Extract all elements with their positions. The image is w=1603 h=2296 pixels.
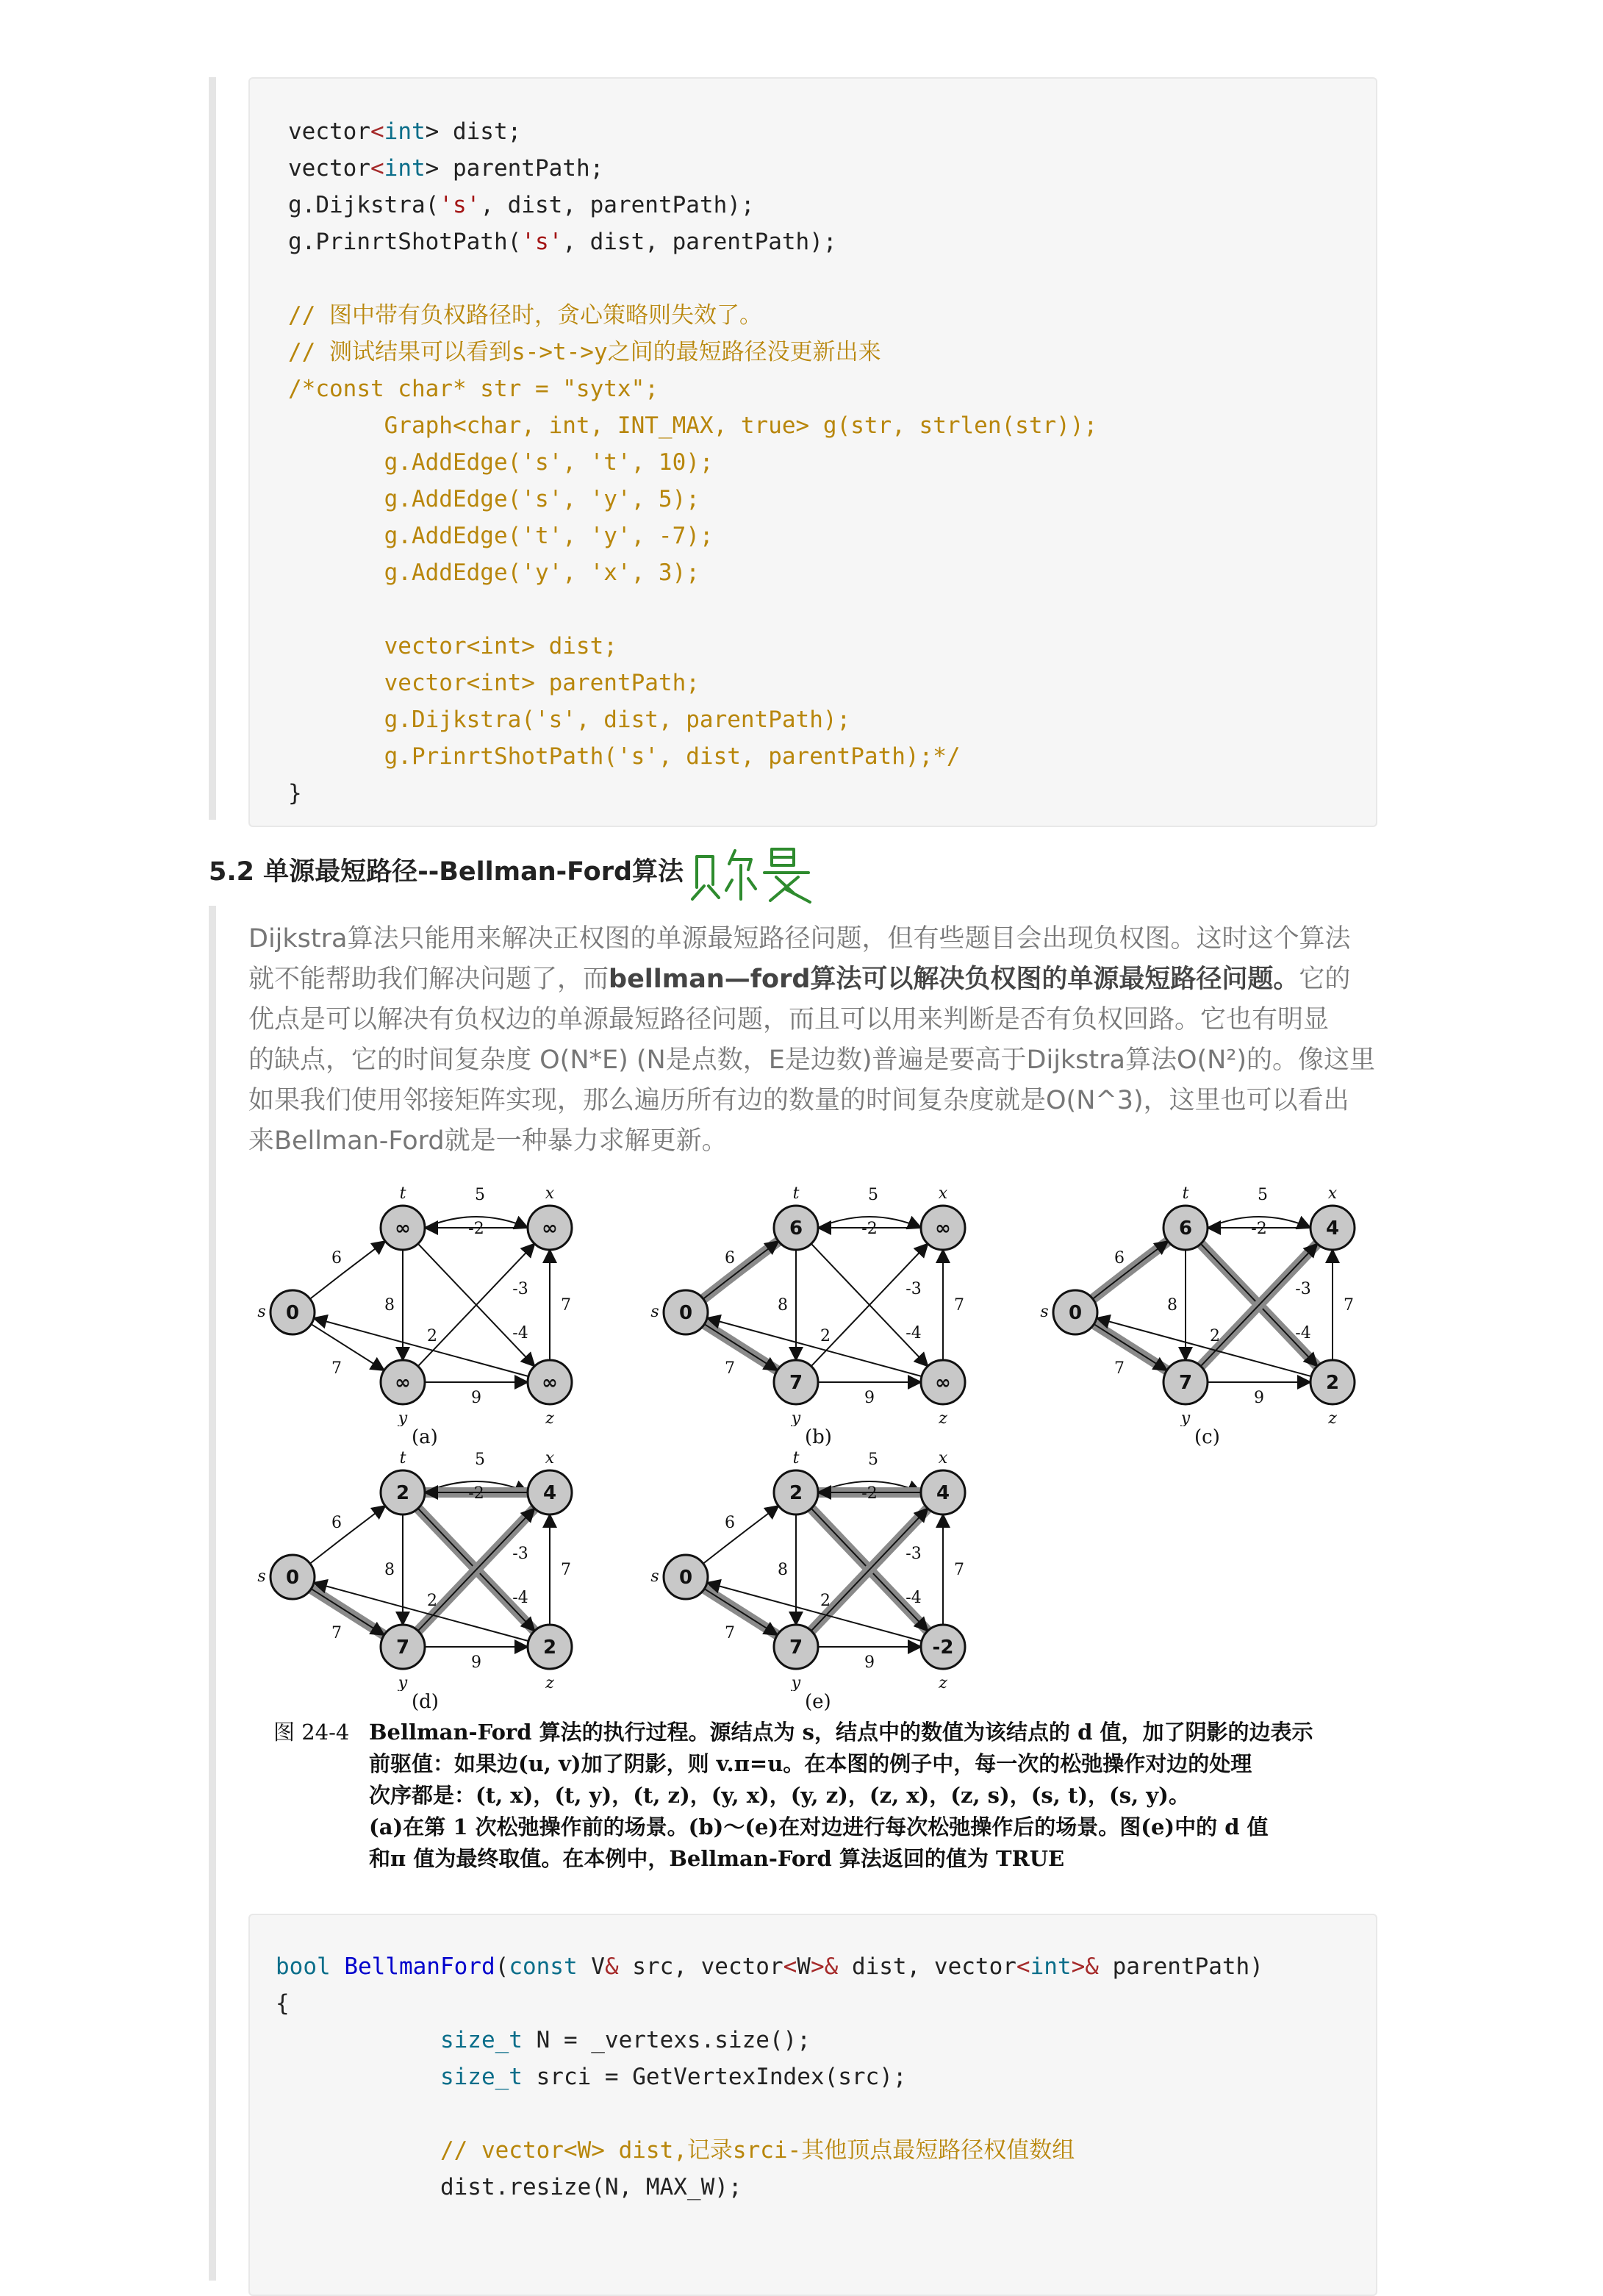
edge-weight: 7 [1344, 1296, 1354, 1315]
code-line [276, 1985, 290, 2022]
code-token: dist.resize(N, MAX_W); [276, 2174, 742, 2200]
code-token: int [384, 118, 426, 145]
code-token: , dist, parentPath); [562, 229, 837, 255]
graph-svg [1031, 1184, 1399, 1426]
edge-weight: 7 [561, 1296, 571, 1315]
edge-weight: 5 [1258, 1186, 1268, 1204]
node-label: y [398, 1674, 408, 1691]
code-token: >& [1071, 1953, 1099, 1980]
code-line [276, 2022, 811, 2059]
graph-panel [248, 1184, 616, 1456]
edge-weight: 2 [427, 1592, 437, 1610]
code-line [288, 628, 617, 665]
code-token: parentPath) [1098, 1953, 1263, 1980]
node-value: ∞ [395, 1372, 411, 1394]
edge-weight: 9 [1254, 1389, 1264, 1407]
node-label: z [939, 1674, 947, 1691]
node-value: ∞ [395, 1217, 411, 1240]
node-value: 0 [1068, 1302, 1083, 1324]
node-value: 0 [678, 1567, 693, 1589]
code-token: g.PrinrtShotPath('s', dist, parentPath);*/ [288, 743, 961, 770]
code-token: g.AddEdge('s', 't', 10); [288, 449, 714, 476]
graph-edge [1094, 1324, 1166, 1370]
code-block-dijkstra-test [248, 77, 1377, 827]
code-line [276, 2059, 907, 2095]
node-label: x [545, 1184, 555, 1203]
code-token: size_t [440, 2064, 523, 2090]
paragraph-text: 的缺点，它的时间复杂度 O(N*E) (N是点数，E是边数)普遍是要高于Dijkstra算法O(N²)的。像这里 [248, 1045, 1376, 1075]
node-label: y [1180, 1409, 1191, 1426]
code-line [288, 297, 762, 334]
code-token: , dist, parentPath); [480, 192, 755, 218]
graph-edge [311, 1324, 384, 1370]
code-line [288, 371, 659, 407]
code-token: & [604, 1953, 619, 1980]
edge-weight: 7 [331, 1359, 342, 1378]
node-label: y [791, 1409, 801, 1426]
code-token: Graph<char, int, INT_MAX, true> g(str, strlen(str)); [288, 412, 1098, 439]
code-line [288, 665, 700, 701]
paragraph-text: 就不能帮助我们解决问题了，而 [248, 965, 609, 994]
edge-weight: -3 [906, 1545, 922, 1563]
edge-weight: 6 [331, 1249, 342, 1267]
panel-label: (b) [805, 1426, 832, 1448]
edge-weight: 9 [471, 1653, 481, 1672]
code-token: vector [288, 118, 370, 145]
edge-weight: 7 [954, 1561, 964, 1579]
code-token: ( [495, 1953, 509, 1980]
code-token: 's' [439, 192, 481, 218]
code-token: 's' [521, 229, 563, 255]
code-token: size_t [440, 2027, 523, 2053]
edge-weight: 7 [954, 1296, 964, 1315]
paragraph-text: Dijkstra算法只能用来解决正权图的单源最短路径问题，但有些题目会出现负权图。这时这个算法 [248, 924, 1351, 954]
node-label: x [938, 1449, 948, 1467]
edge-weight: -2 [861, 1484, 878, 1503]
code-token: g.AddEdge('y', 'x', 3); [288, 559, 700, 586]
graph-svg [248, 1448, 616, 1691]
node-value: 7 [789, 1372, 803, 1394]
edge-weight: 9 [864, 1653, 875, 1672]
node-label: x [545, 1449, 555, 1467]
node-value: 2 [542, 1637, 557, 1659]
node-value: 0 [285, 1302, 300, 1324]
edge-weight: 8 [1167, 1296, 1177, 1315]
node-value: 7 [1178, 1372, 1193, 1394]
edge-weight: -3 [1295, 1280, 1311, 1298]
code-token: g.Dijkstra('s', dist, parentPath); [288, 707, 851, 733]
code-line [288, 481, 700, 518]
edge-weight: 2 [820, 1592, 831, 1610]
node-value: 2 [789, 1482, 803, 1504]
graph-edge [310, 1506, 385, 1563]
caption-line [273, 1812, 1383, 1843]
graph-edge [703, 1506, 778, 1563]
node-label: x [938, 1184, 948, 1203]
graph-panel [248, 1448, 616, 1720]
caption-text: 次序都是：(t, x)，(t, y)，(t, z)，(y, x)，(y, z)，(z, x)，(z, s)，(s, t)，(s, y)。 [369, 1783, 1190, 1808]
code-token: // vector<W> dist,记录srci-其他顶点最短路径权值数组 [276, 2137, 1075, 2164]
node-label: y [791, 1674, 801, 1691]
code-line [288, 701, 850, 738]
code-token: srci = GetVertexIndex(src); [522, 2064, 907, 2090]
edge-weight: 5 [868, 1451, 878, 1469]
code-token: int [1030, 1953, 1072, 1980]
code-token: } [288, 780, 302, 807]
edge-weight: 8 [778, 1561, 788, 1579]
edge-weight: 8 [384, 1561, 395, 1579]
node-label: z [545, 1409, 554, 1426]
code-line [288, 187, 755, 223]
node-value: 4 [936, 1482, 950, 1504]
paragraph-text: 如果我们使用邻接矩阵实现，那么遍历所有边的数量的时间复杂度就是O(N^3)，这里也可以看出 [248, 1086, 1349, 1115]
code-line [288, 407, 1097, 444]
code-line [288, 334, 881, 371]
code-token: < [783, 1953, 797, 1980]
graph-svg [642, 1184, 1009, 1426]
code-token: > dist; [425, 118, 522, 145]
code-token: // 图中带有负权路径时，贪心策略则失效了。 [288, 302, 762, 329]
node-value: 0 [678, 1302, 693, 1324]
paragraph-text: 来Bellman-Ford就是一种暴力求解更新。 [248, 1126, 728, 1156]
code-line [288, 738, 961, 775]
code-line [288, 444, 714, 481]
paragraph-line [248, 1000, 1384, 1040]
node-label: t [399, 1449, 406, 1467]
paragraph-line [248, 959, 1384, 1000]
edge-weight: 2 [820, 1327, 831, 1345]
node-value: 0 [285, 1567, 300, 1589]
handwritten-note [684, 834, 831, 908]
edge-weight: -4 [512, 1324, 528, 1342]
section-heading: 5.2 单源最短路径--Bellman-Ford算法 [209, 857, 684, 887]
code-token: g.AddEdge('t', 'y', -7); [288, 523, 714, 549]
node-label: x [1327, 1184, 1338, 1203]
edge-weight: 5 [475, 1186, 485, 1204]
edge-weight: 7 [1114, 1359, 1125, 1378]
edge-weight: 2 [427, 1327, 437, 1345]
node-label: y [398, 1409, 408, 1426]
graph-edge [703, 1241, 778, 1298]
node-value: 7 [395, 1637, 410, 1659]
edge-weight: -3 [512, 1280, 528, 1298]
code-token: < [370, 155, 384, 182]
node-label: s [1040, 1303, 1049, 1321]
code-token: vector [288, 155, 370, 182]
edge-weight: 7 [725, 1624, 735, 1642]
node-label: t [399, 1184, 406, 1203]
quote-bar-middle [209, 906, 216, 2281]
node-value: ∞ [542, 1372, 558, 1394]
edge-weight: 7 [725, 1359, 735, 1378]
figure-number: 图 24-4 [273, 1720, 350, 1745]
node-value: 4 [542, 1482, 557, 1504]
caption-text: Bellman-Ford 算法的执行过程。源结点为 s，结点中的数值为该结点的 d 值，加了阴影的边表示 [369, 1720, 1313, 1745]
caption-line [273, 1748, 1383, 1780]
panel-label: (a) [412, 1426, 438, 1448]
edge-weight: 5 [475, 1451, 485, 1469]
node-label: s [650, 1303, 659, 1321]
node-label: z [1328, 1409, 1337, 1426]
node-value: 2 [395, 1482, 410, 1504]
code-line [288, 223, 837, 260]
edge-weight: 8 [778, 1296, 788, 1315]
code-token: g.Dijkstra( [288, 192, 440, 218]
code-token: W [797, 1953, 811, 1980]
caption-line [273, 1717, 1383, 1748]
code-token: /*const char* str = "sytx"; [288, 376, 659, 402]
code-token: BellmanFord [344, 1953, 495, 1980]
code-line [288, 150, 603, 187]
edge-weight: 6 [725, 1249, 735, 1267]
edge-weight: 9 [864, 1389, 875, 1407]
node-label: s [257, 1303, 266, 1321]
graph-panel [1031, 1184, 1399, 1456]
node-label: z [545, 1674, 554, 1691]
paragraph-line [248, 1040, 1384, 1081]
node-value: 2 [1325, 1372, 1340, 1394]
node-label: z [939, 1409, 947, 1426]
caption-line [273, 1780, 1383, 1812]
node-value: ∞ [542, 1217, 558, 1240]
code-token: V [577, 1953, 605, 1980]
code-line [276, 2169, 742, 2206]
paragraph-line [248, 1121, 1384, 1162]
edge-weight: -3 [512, 1545, 528, 1563]
code-token: < [1016, 1953, 1030, 1980]
panel-label: (d) [412, 1691, 439, 1713]
description-paragraph [248, 919, 1384, 1162]
code-token: g.AddEdge('s', 'y', 5); [288, 486, 700, 512]
edge-weight: 2 [1210, 1327, 1220, 1345]
edge-weight: 9 [471, 1389, 481, 1407]
edge-weight: 7 [331, 1624, 342, 1642]
code-token: const [509, 1953, 578, 1980]
code-block-bellmanford [248, 1914, 1377, 2296]
node-value: 6 [1178, 1217, 1193, 1240]
code-line [276, 1948, 1263, 1985]
edge-weight: -2 [468, 1220, 484, 1238]
edge-weight: -2 [468, 1484, 484, 1503]
graph-svg [248, 1184, 616, 1426]
edge-weight: -4 [906, 1589, 922, 1607]
node-label: t [792, 1184, 800, 1203]
caption-line [273, 1843, 1383, 1875]
code-token: vector<int> parentPath; [288, 670, 700, 696]
edge-weight: -2 [1251, 1220, 1267, 1238]
emphasis-text: bellman—ford算法可以解决负权图的单源最短路径问题。 [609, 965, 1299, 994]
code-token: dist, vector [838, 1953, 1016, 1980]
node-label: t [1182, 1184, 1189, 1203]
panel-label: (e) [805, 1691, 831, 1713]
code-token: >& [810, 1953, 839, 1980]
edge-weight: -4 [906, 1324, 922, 1342]
node-value: -2 [932, 1637, 954, 1659]
code-line [288, 113, 521, 150]
code-token: { [276, 1990, 290, 2017]
code-token: bool [276, 1953, 345, 1980]
figure-caption [273, 1717, 1383, 1875]
code-token: g.PrinrtShotPath( [288, 229, 522, 255]
edge-weight: -3 [906, 1280, 922, 1298]
node-value: 6 [789, 1217, 803, 1240]
caption-text: (a)在第 1 次松弛操作前的场景。(b)～(e)在对边进行每次松弛操作后的场景。图(e)中的 d 值 [369, 1814, 1269, 1839]
graph-svg [642, 1448, 1009, 1691]
paragraph-text: 它的 [1299, 965, 1351, 994]
node-label: s [257, 1567, 266, 1586]
edge-weight: -4 [1295, 1324, 1311, 1342]
node-value: ∞ [935, 1372, 951, 1394]
graph-edge [704, 1324, 777, 1370]
node-value: 4 [1325, 1217, 1340, 1240]
code-line [288, 518, 714, 554]
panel-label: (c) [1194, 1426, 1220, 1448]
edge-weight: -2 [861, 1220, 878, 1238]
paragraph-text: 优点是可以解决有负权边的单源最短路径问题，而且可以用来判断是否有负权回路。它也有明显 [248, 1005, 1330, 1034]
edge-weight: 8 [384, 1296, 395, 1315]
code-line [276, 2132, 1075, 2169]
graph-edge [1093, 1241, 1168, 1298]
code-line [288, 554, 700, 591]
code-token: src, vector [618, 1953, 783, 1980]
edge-weight: -4 [512, 1589, 528, 1607]
graph-edge [311, 1589, 384, 1635]
node-label: t [792, 1449, 800, 1467]
code-token [276, 2064, 440, 2090]
quote-bar-top [209, 77, 216, 820]
node-value: ∞ [935, 1217, 951, 1240]
node-label: s [650, 1567, 659, 1586]
code-token: N = _vertexs.size(); [522, 2027, 811, 2053]
code-token [276, 2027, 440, 2053]
code-token: int [384, 155, 426, 182]
graph-panel [642, 1184, 1009, 1456]
edge-weight: 6 [725, 1514, 735, 1532]
caption-text: 和π 值为最终取值。在本例中，Bellman-Ford 算法返回的值为 TRUE [369, 1846, 1065, 1871]
edge-weight: 5 [868, 1186, 878, 1204]
code-token: > parentPath; [425, 155, 604, 182]
edge-weight: 6 [331, 1514, 342, 1532]
code-line [288, 775, 302, 812]
paragraph-line [248, 919, 1384, 959]
edge-weight: 7 [561, 1561, 571, 1579]
edge-weight: 6 [1114, 1249, 1125, 1267]
code-token: vector<int> dist; [288, 633, 617, 659]
graph-edge [704, 1589, 777, 1635]
graph-panel [642, 1448, 1009, 1720]
paragraph-line [248, 1081, 1384, 1121]
graph-edge [310, 1241, 385, 1298]
code-token: < [370, 118, 384, 145]
code-token: // 测试结果可以看到s->t->y之间的最短路径没更新出来 [288, 339, 881, 365]
node-value: 7 [789, 1637, 803, 1659]
caption-text: 前驱值：如果边(u, v)加了阴影，则 v.π=u。在本图的例子中，每一次的松弛操作对边的处理 [369, 1751, 1252, 1776]
